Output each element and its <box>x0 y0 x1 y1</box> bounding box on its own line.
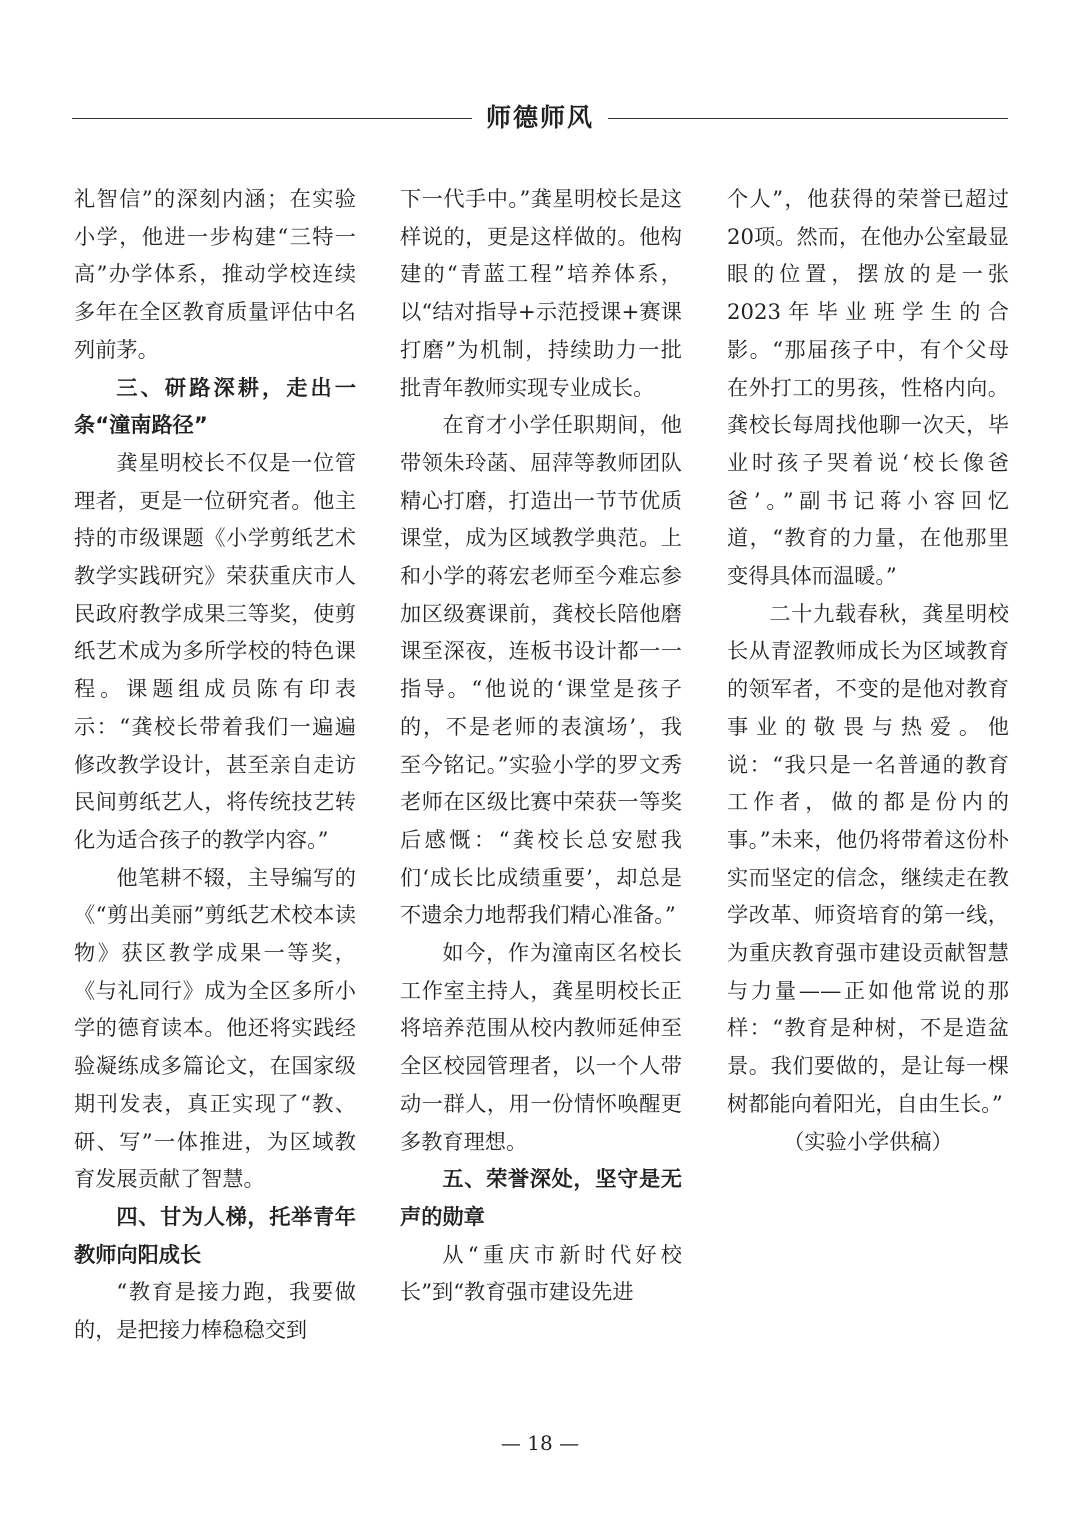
section-heading: 四、甘为人梯，托举青年教师向阳成长 <box>74 1203 356 1267</box>
paragraph: 礼智信”的深刻内涵；在实验小学，他进一步构建“三特一高”办学体系，推动学校连续多年在全区教育质量评估中名列前茅。 <box>74 186 356 362</box>
header-rule-right <box>608 118 1008 119</box>
section-heading: 五、荣誉深处，坚守是无声的勋章 <box>400 1166 682 1229</box>
paragraph: 个人”，他获得的荣誉已超过20项。然而，在他办公室最显眼的位置，摆放的是一张2023年毕业班学生的合影。“那届孩子中，有个父母在外打工的男孩，性格内向。龚校长每周找他聊一次天，毕业时孩子哭着说‘校长像爸爸’。”副书记蒋小容回忆道，“教育的力量，在他那里变得具体而温暖。” <box>727 186 1009 589</box>
text-column-1 <box>74 180 356 1349</box>
paragraph: 他笔耕不辍，主导编写的《“剪出美丽”剪纸艺术校本读物》获区教学成果一等奖，《与礼同行》成为全区多所小学的德育读本。他还将实践经验凝练成多篇论文，在国家级期刊发表，真正实现了“教、研、写”一体推进，为区域教育发展贡献了智慧。 <box>74 864 356 1192</box>
section-title: 师德师风 <box>485 103 594 132</box>
text-column-3 <box>727 180 1009 1160</box>
paragraph: 从“重庆市新时代好校长”到“教育强市建设先进 <box>400 1241 682 1305</box>
paragraph: 龚星明校长不仅是一位管理者，更是一位研究者。他主持的市级课题《小学剪纸艺术教学实践研究》荣获重庆市人民政府教学成果三等奖，使剪纸艺术成为多所学校的特色课程。课题组成员陈有印表示：“龚校长带着我们一遍遍修改教学设计，甚至亲自走访民间剪纸艺人，将传统技艺转化为适合孩子的教学内容。” <box>74 449 356 852</box>
article-source-credit: （实验小学供稿） <box>783 1128 953 1154</box>
page-number: — 18 — <box>500 1431 580 1455</box>
page-header <box>72 98 1008 138</box>
paragraph: 二十九载春秋，龚星明校长从青涩教师成长为区域教育的领军者，不变的是他对教育事业的敬畏与热爱。他说：“我只是一名普通的教育工作者，做的都是份内的事。”未来，他仍将带着这份朴实而坚定的信念，继续走在教学改革、师资培育的第一线，为重庆教育强市建设贡献智慧与力量——正如他常说的那样：“教育是种树，不是造盆景。我们要做的，是让每一棵树都能向着阳光，自由生长。” <box>727 600 1009 1116</box>
paragraph: 在育才小学任职期间，他带领朱玲菡、屈萍等教师团队精心打磨，打造出一节节优质课堂，成为区域教学典范。上和小学的蒋宏老师至今难忘参加区级赛课前，龚校长陪他磨课至深夜，连板书设计都一一指导。“他说的‘课堂是孩子的，不是老师的表演场’，我至今铭记。”实验小学的罗文秀老师在区级比赛中荣获一等奖后感慨：“龚校长总安慰我们‘成长比成绩重要’，却总是不遗余力地帮我们精心准备。” <box>400 412 682 928</box>
paragraph: 如今，作为潼南区名校长工作室主持人，龚星明校长正将培养范围从校内教师延伸至全区校园管理者，以一个人带动一群人，用一份情怀唤醒更多教育理想。 <box>400 940 682 1154</box>
text-column-2 <box>400 180 682 1311</box>
paragraph: “教育是接力跑，我要做的，是把接力棒稳稳交到 <box>74 1279 356 1343</box>
section-heading: 三、研路深耕，走出一条“潼南路径” <box>74 374 356 438</box>
paragraph: 下一代手中。”龚星明校长是这样说的，更是这样做的。他构建的“青蓝工程”培养体系，以“结对指导+示范授课+赛课打磨”为机制，持续助力一批批青年教师实现专业成长。 <box>400 186 682 400</box>
